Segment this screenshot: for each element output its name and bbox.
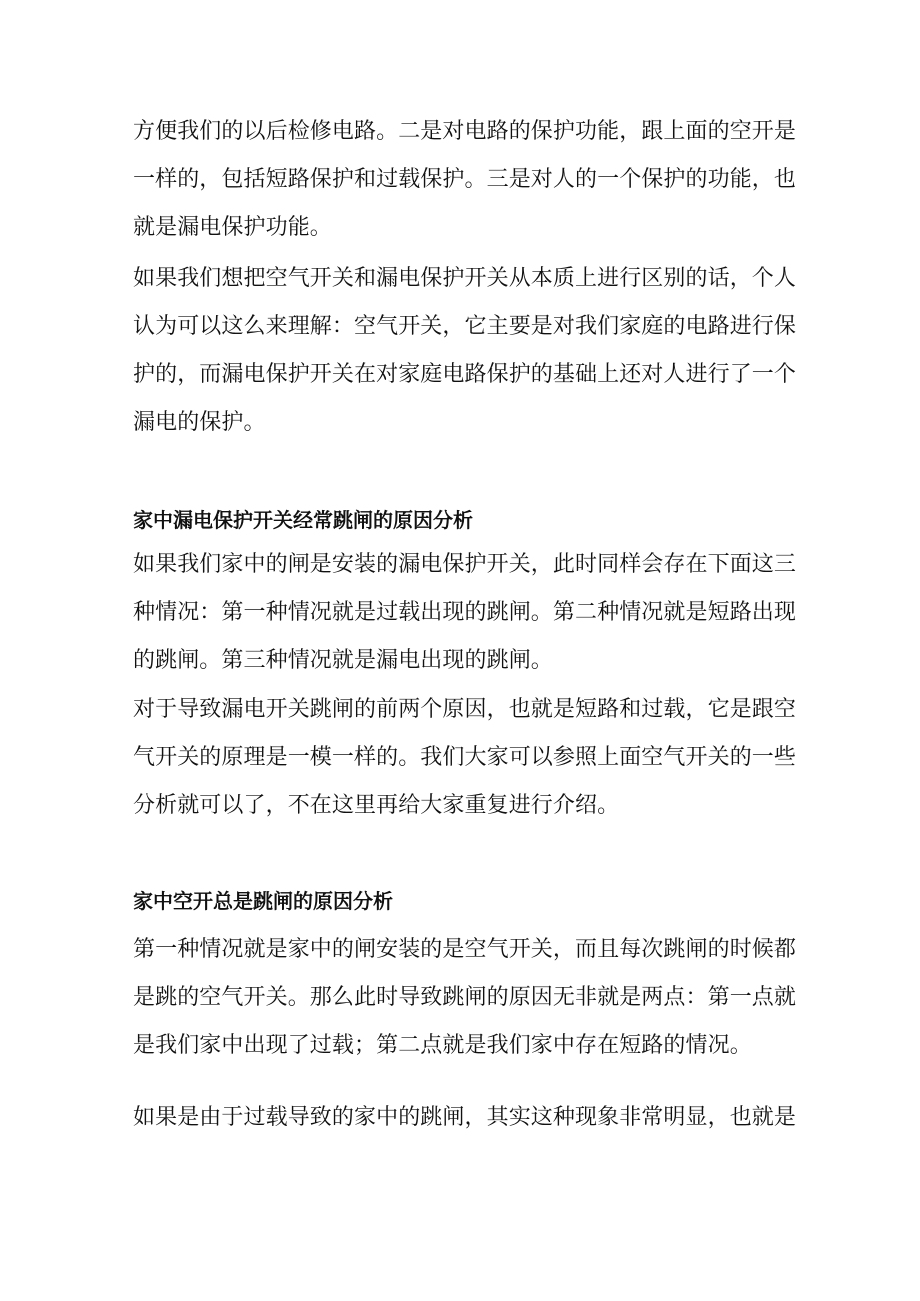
text-line: 第一种情况就是家中的闸安装的是空气开关，而且每次跳闸的时候都 — [133, 937, 797, 962]
text-line: 是我们家中出现了过载；第二点就是我们家中存在短路的情况。 — [133, 1033, 752, 1058]
paragraph-1 — [133, 108, 795, 252]
paragraph-2 — [133, 255, 795, 447]
text-line: 如果我们家中的闸是安装的漏电保护开关，此时同样会存在下面这三 — [133, 552, 797, 577]
text-line: 分析就可以了，不在这里再给大家重复进行介绍。 — [133, 793, 620, 818]
text-line: 的跳闸。第三种情况就是漏电出现的跳闸。 — [133, 648, 553, 673]
section-heading-air-switch: 家中空开总是跳闸的原因分析 — [133, 889, 393, 913]
section-heading-leakage-switch: 家中漏电保护开关经常跳闸的原因分析 — [133, 508, 473, 532]
paragraph-5 — [133, 926, 795, 1070]
text-line: 护的，而漏电保护开关在对家庭电路保护的基础上还对人进行了一个 — [133, 362, 797, 387]
text-line: 种情况：第一种情况就是过载出现的跳闸。第二种情况就是短路出现 — [133, 600, 797, 625]
text-line: 如果是由于过载导致的家中的跳闸，其实这种现象非常明显，也就是 — [133, 1105, 797, 1130]
paragraph-3 — [133, 541, 795, 685]
text-line: 如果我们想把空气开关和漏电保护开关从本质上进行区别的话，个人 — [133, 266, 797, 291]
text-line: 是跳的空气开关。那么此时导致跳闸的原因无非就是两点：第一点就 — [133, 985, 797, 1010]
paragraph-4 — [133, 686, 795, 830]
text-line: 认为可以这么来理解：空气开关，它主要是对我们家庭的电路进行保 — [133, 314, 797, 339]
text-line: 漏电的保护。 — [133, 410, 266, 435]
text-line: 就是漏电保护功能。 — [133, 215, 332, 240]
text-line: 气开关的原理是一模一样的。我们大家可以参照上面空气开关的一些 — [133, 745, 797, 770]
text-line: 一样的，包括短路保护和过载保护。三是对人的一个保护的功能，也 — [133, 167, 797, 192]
text-line: 方便我们的以后检修电路。二是对电路的保护功能，跟上面的空开是 — [133, 119, 797, 144]
text-line: 对于导致漏电开关跳闸的前两个原因，也就是短路和过载，它是跟空 — [133, 697, 797, 722]
paragraph-6 — [133, 1094, 795, 1142]
